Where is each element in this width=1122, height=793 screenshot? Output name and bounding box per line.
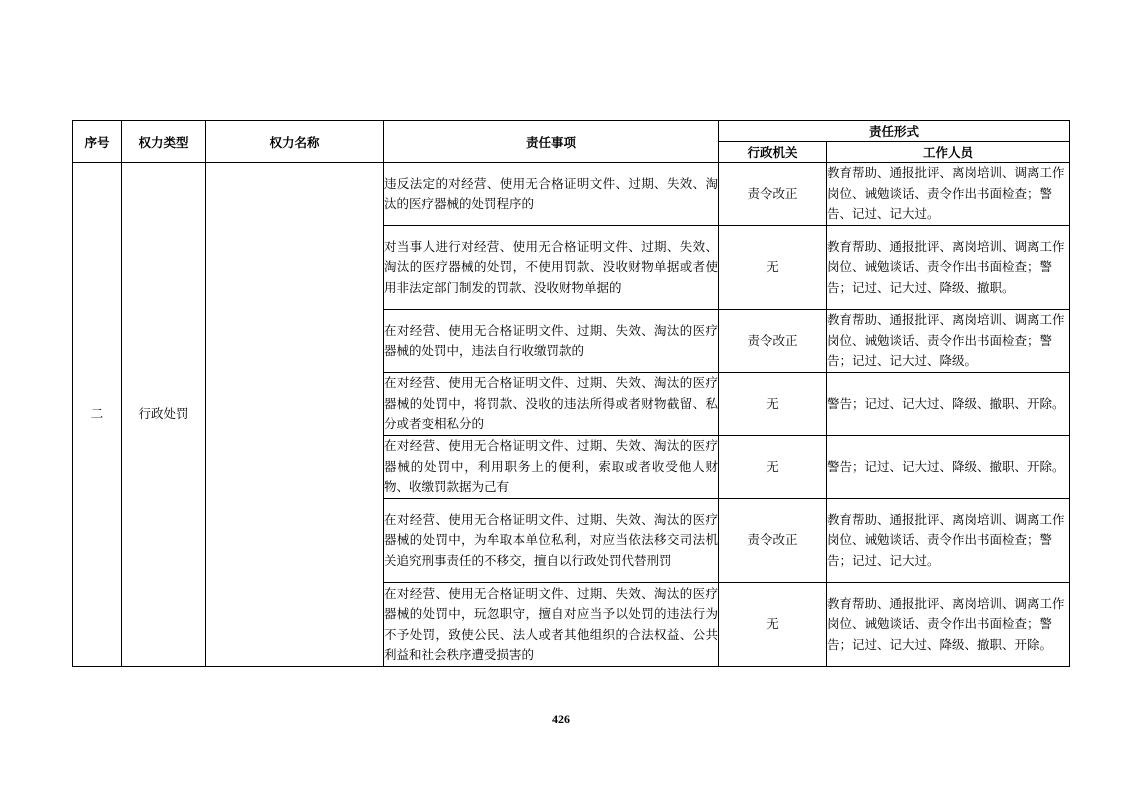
header-resp-form: 责任形式 xyxy=(719,121,1070,142)
table-row xyxy=(73,163,1070,226)
page-number: 426 xyxy=(552,712,570,726)
agency-cell: 责令改正 xyxy=(719,499,827,583)
agency-cell: 无 xyxy=(719,373,827,436)
header-responsibility: 责任事项 xyxy=(384,121,719,163)
staff-cell: 警告；记过、记大过、降级、撤职、开除。 xyxy=(827,373,1070,436)
responsibility-item: 在对经营、使用无合格证明文件、过期、失效、淘汰的医疗器械的处罚中，玩忽职守，擅自对应当予以处罚的违法行为不予处罚，致使公民、法人或者其他组织的合法权益、公共利益和社会秩序遭受损害的 xyxy=(384,583,719,667)
staff-cell: 教育帮助、通报批评、离岗培训、调离工作岗位、诫勉谈话、责令作出书面检查；警告；记过、记大过、降级。 xyxy=(827,310,1070,373)
responsibility-item: 在对经营、使用无合格证明文件、过期、失效、淘汰的医疗器械的处罚中，将罚款、没收的违法所得或者财物截留、私分或者变相私分的 xyxy=(384,373,719,436)
responsibility-item: 对当事人进行对经营、使用无合格证明文件、过期、失效、淘汰的医疗器械的处罚，不使用罚款、没收财物单据或者使用非法定部门制发的罚款、没收财物单据的 xyxy=(384,226,719,310)
responsibility-item: 在对经营、使用无合格证明文件、过期、失效、淘汰的医疗器械的处罚中，违法自行收缴罚款的 xyxy=(384,310,719,373)
staff-cell: 教育帮助、通报批评、离岗培训、调离工作岗位、诫勉谈话、责令作出书面检查；警告、记过、记大过。 xyxy=(827,163,1070,226)
header-staff: 工作人员 xyxy=(827,142,1070,163)
responsibility-item: 在对经营、使用无合格证明文件、过期、失效、淘汰的医疗器械的处罚中，利用职务上的便利，索取或者收受他人财物、收缴罚款据为己有 xyxy=(384,436,719,499)
group-power-type: 行政处罚 xyxy=(122,163,206,667)
staff-cell: 教育帮助、通报批评、离岗培训、调离工作岗位、诫勉谈话、责令作出书面检查；警告；记过、记大过、降级、撤职。 xyxy=(827,226,1070,310)
agency-cell: 无 xyxy=(719,226,827,310)
header-agency: 行政机关 xyxy=(719,142,827,163)
header-index: 序号 xyxy=(73,121,122,163)
staff-cell: 教育帮助、通报批评、离岗培训、调离工作岗位、诫勉谈话、责令作出书面检查；警告；记过、记大过、降级、撤职、开除。 xyxy=(827,583,1070,667)
agency-cell: 无 xyxy=(719,436,827,499)
agency-cell: 无 xyxy=(719,583,827,667)
agency-cell: 责令改正 xyxy=(719,310,827,373)
staff-cell: 教育帮助、通报批评、离岗培训、调离工作岗位、诫勉谈话、责令作出书面检查；警告；记过、记大过。 xyxy=(827,499,1070,583)
responsibility-item: 违反法定的对经营、使用无合格证明文件、过期、失效、淘汰的医疗器械的处罚程序的 xyxy=(384,163,719,226)
group-index: 二 xyxy=(73,163,122,667)
header-power-name: 权力名称 xyxy=(206,121,384,163)
header-power-type: 权力类型 xyxy=(122,121,206,163)
header-row-top xyxy=(73,121,1070,142)
responsibility-table xyxy=(72,120,1070,667)
group-power-name xyxy=(206,163,384,667)
agency-cell: 责令改正 xyxy=(719,163,827,226)
staff-cell: 警告；记过、记大过、降级、撤职、开除。 xyxy=(827,436,1070,499)
responsibility-item: 在对经营、使用无合格证明文件、过期、失效、淘汰的医疗器械的处罚中，为牟取本单位私利，对应当依法移交司法机关追究刑事责任的不移交，擅自以行政处罚代替刑罚 xyxy=(384,499,719,583)
